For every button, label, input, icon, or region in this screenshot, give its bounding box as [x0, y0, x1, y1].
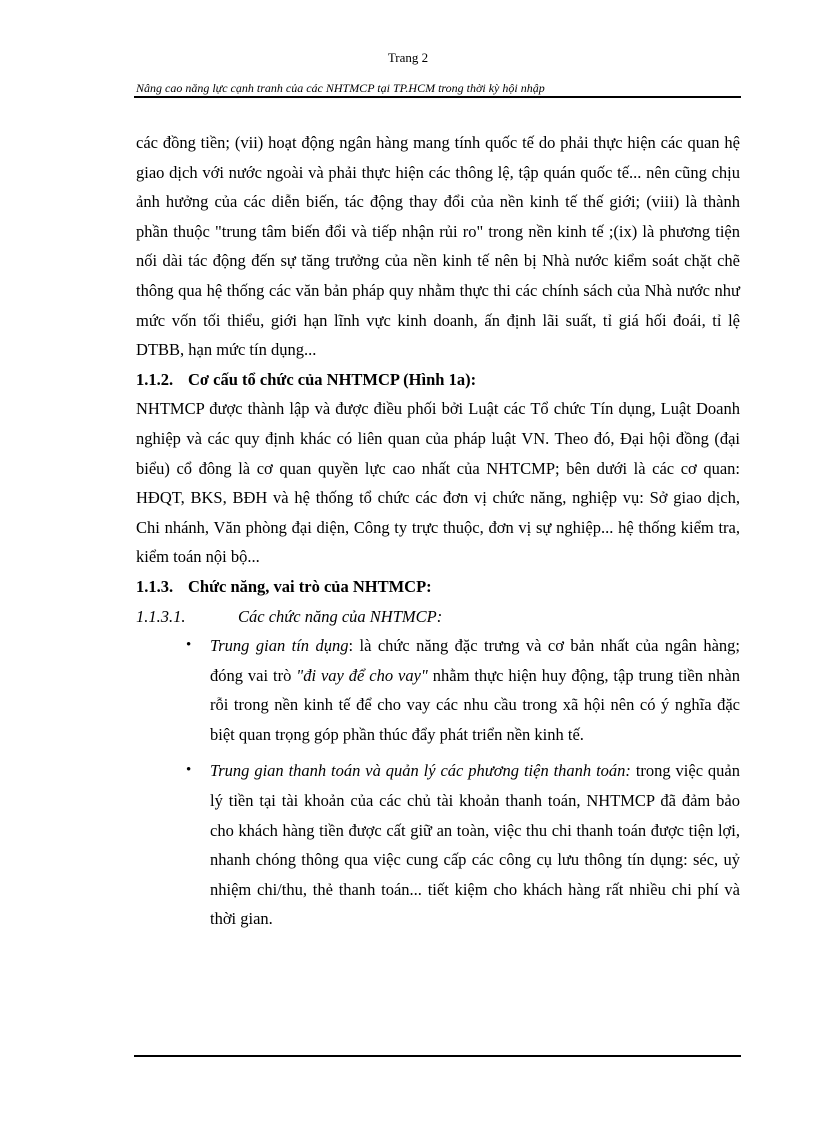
subsection-number: 1.1.3.1.: [136, 606, 186, 626]
function-list: [136, 631, 740, 934]
section-heading-1-1-3: [136, 572, 740, 602]
list-item-lead: Trung gian thanh toán và quản lý các phương tiện thanh toán:: [210, 761, 631, 781]
section-number: 1.1.2.: [136, 369, 174, 389]
subsection-heading-1-1-3-1: [136, 602, 740, 632]
footer-divider: [134, 1055, 741, 1057]
list-item-lead: Trung gian tín dụng: [210, 636, 349, 656]
paragraph-organization: NHTMCP được thành lập và được điều phối bởi Luật các Tổ chức Tín dụng, Luật Doanh nghiệp và các quy định khác có liên quan của pháp luật VN. Theo đó, Đại hội đồng (đại biểu) cổ đông là cơ quan quyền lực cao nhất của NHTCMP; bên dưới là các cơ quan: HĐQT, BKS, BĐH và hệ thống tổ chức các đơn vị chức năng, nghiệp vụ: Sở giao dịch, Chi nhánh, Văn phòng đại diện, Công ty trực thuộc, đơn vị sự nghiệp... hệ thống kiểm tra, kiểm toán nội bộ...: [136, 399, 740, 567]
list-item-text: trong việc quản lý tiền tại tài khoản của các chủ tài khoản thanh toán, NHTMCP đã đảm bảo cho khách hàng tiền được cất giữ an toàn, việc thu chi thanh toán được tiện lợi, nhanh chóng thông qua việc cung cấp các công cụ lưu thông tín dụng: séc, uỷ nhiệm chi/thu, thẻ thanh toán... tiết kiệm cho khách hàng rất nhiều chi phí và thời gian.: [210, 761, 741, 929]
list-item-text: : là chức năng đặc trưng và cơ bản nhất của ngân hàng; đóng vai trò: [210, 636, 740, 685]
header-divider: [134, 96, 741, 98]
section-title: Chức năng, vai trò của NHTMCP:: [188, 576, 432, 596]
subsection-title: Các chức năng của NHTMCP:: [238, 606, 443, 626]
page-number: Trang 2: [387, 50, 429, 65]
running-title: Nâng cao năng lực cạnh tranh của các NHTMCP tại TP.HCM trong thời kỳ hội nhập: [136, 81, 545, 95]
section-heading-1-1-2: [136, 365, 740, 395]
section-title: Cơ cấu tổ chức của NHTMCP (Hình 1a):: [188, 369, 477, 389]
document-body: [136, 128, 740, 941]
list-item-credit-intermediary: [210, 631, 740, 749]
list-item-payment-intermediary: [210, 756, 740, 934]
section-number: 1.1.3.: [136, 576, 174, 596]
list-item-text: nhằm thực hiện huy động, tập trung tiền nhàn rỗi trong nền kinh tế để cho vay các nhu cầu trong xã hội nên có ý nghĩa đặc biệt quan trọng góp phần thúc đẩy phát triển nền kinh tế.: [210, 665, 740, 744]
paragraph-continuation: các đồng tiền; (vii) hoạt động ngân hàng mang tính quốc tế do phải thực hiện các quan hệ giao dịch với nước ngoài và phải thực hiện các thông lệ, tập quán quốc tế... nên cũng chịu ảnh hưởng của các diễn biến, tác động thay đổi của nền kinh tế thế giới; (viii) là thành phần thuộc "trung tâm biến đổi và tiếp nhận rủi ro" trong nền kinh tế ;(ix) là phương tiện nối dài tác động đến sự tăng trưởng của nền kinh tế nên bị Nhà nước kiểm soát chặt chẽ thông qua hệ thống các văn bản pháp quy nhằm thực thi các chính sách của Nhà nước như mức vốn tối thiểu, giới hạn lĩnh vực kinh doanh, ấn định lãi suất, tỉ giá hối đoái, tỉ lệ DTBB, hạn mức tín dụng...: [136, 133, 740, 360]
list-item-quote: "đi vay để cho vay": [296, 665, 428, 685]
